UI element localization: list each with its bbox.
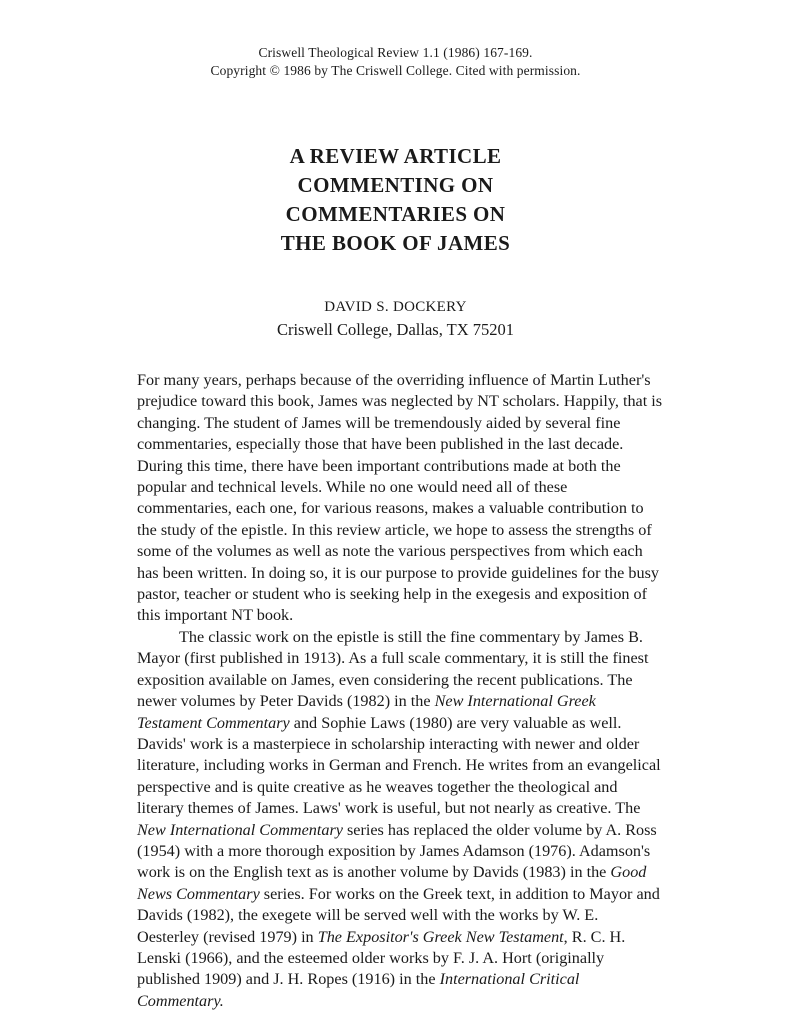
text-segment: For many years, perhaps because of the overriding influence of Martin Luther's prejudice toward this book, James was neglected by NT scholars. Happily, that is changing. The student of James will be tremendously aided by several fine commentaries, especially those that have been published in the last decade. During this time, there have been important contributions made at both the popular and technical levels. While no one would need all of these commentaries, each one, for various reasons, makes a valuable contribution to the study of the epistle. In this review article, we hope to assess the strengths of some of the volumes as well as note the various perspectives from which each has been written. In doing so, it is our purpose to provide guidelines for the busy pastor, teacher or student who is seeking help in the exegesis and exposition of this important NT book. [137,371,663,625]
title-line: COMMENTARIES ON [285,202,506,226]
author-block [0,298,791,340]
text-segment: The classic work on the epistle is still the fine commentary by James B. Mayor (first published in 1913). As a full scale commentary, it is still the finest exposition available on James, even considering the recent publications. The newer volumes by Peter Davids (1982) in the [137,627,649,711]
italic-text-segment: The Expositor's Greek New Testament [317,927,564,946]
article-title [0,142,791,258]
text-segment: series has replaced the older volume by A. Ross (1954) with a more thorough exposition by James Adamson (1976). Adamson's work is on the English text as is another volume by Davids (1983) in the [137,820,657,882]
text-segment: , R. C. H. Lenski (1966), and the esteemed older works by F. J. A. Hort (originally published 1909) and J. H. Ropes (1916) in the [137,927,626,989]
italic-text-segment: New International Commentary [137,820,343,839]
body-paragraph [137,370,664,627]
journal-header [0,0,791,80]
italic-text-segment: Good News Commentary [137,863,647,903]
copyright-notice: Copyright © 1986 by The Criswell College. Cited with permission. [210,63,581,78]
italic-text-segment: New International Greek Testament Commentary [137,692,596,732]
title-line: A REVIEW ARTICLE [289,144,502,168]
journal-citation: Criswell Theological Review 1.1 (1986) 167-169. [258,45,533,60]
author-affiliation: Criswell College, Dallas, TX 75201 [276,320,515,339]
text-segment: and Sophie Laws (1980) are very valuable as well. Davids' work is a masterpiece in scholarship interacting with newer and older literature, including works in German and French. He writes from an evangelical perspective and is quite creative as he weaves together the theological and literary themes of James. Laws' work is useful, but not nearly as creative. The [137,713,661,818]
italic-text-segment: International Critical Commentary. [137,970,580,1010]
title-line: COMMENTING ON [297,173,494,197]
body-paragraph [137,627,664,1012]
article-body [137,370,664,1012]
title-line: THE BOOK OF JAMES [280,231,511,255]
text-segment: series. For works on the Greek text, in addition to Mayor and Davids (1982), the exegete will be served well with the works by W. E. Oesterley (revised 1979) in [137,884,660,946]
author-name: DAVID S. DOCKERY [324,299,467,315]
